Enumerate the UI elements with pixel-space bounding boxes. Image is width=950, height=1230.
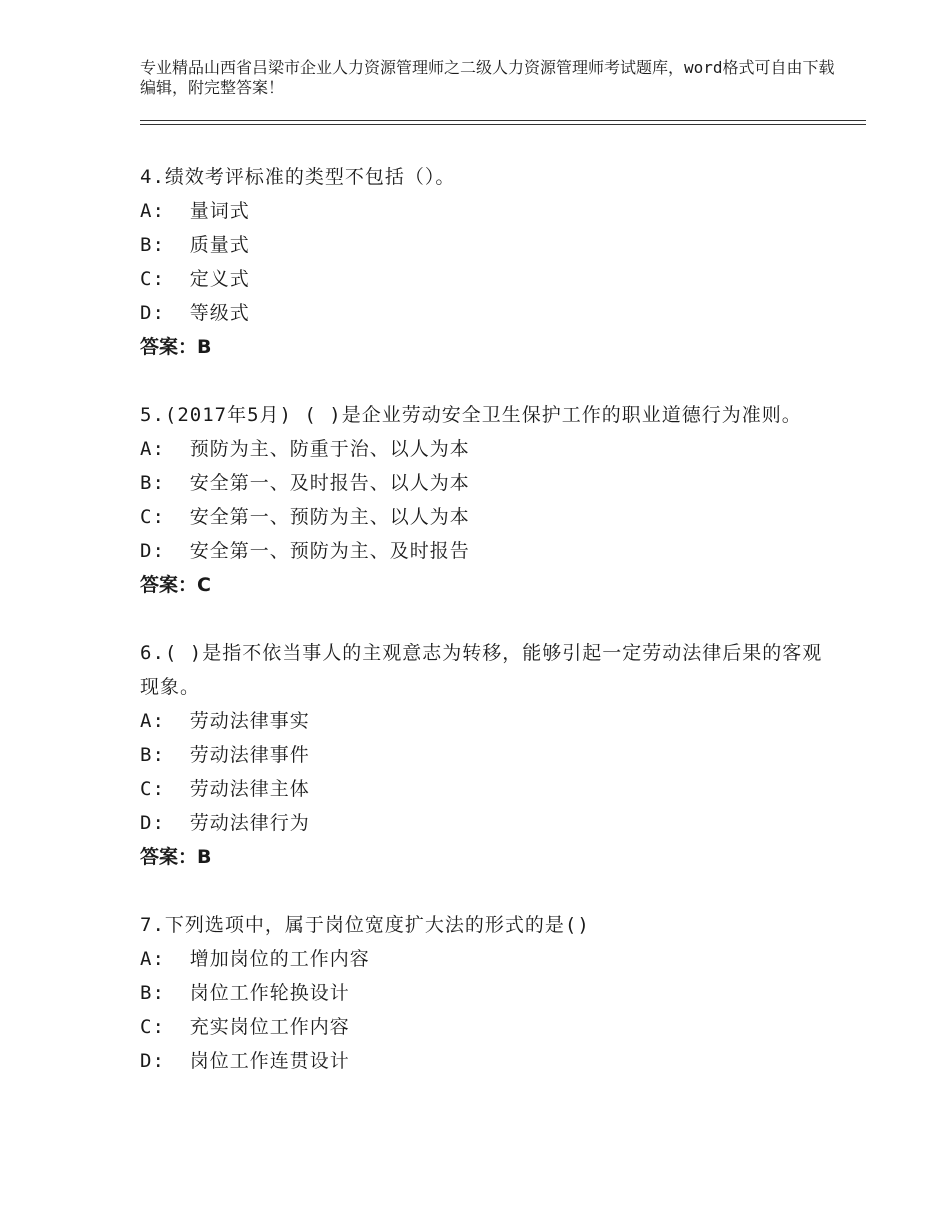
- option-a: A: 劳动法律事实: [140, 710, 310, 732]
- option-d: D: 劳动法律行为: [140, 812, 310, 834]
- option-c: C: 劳动法律主体: [140, 778, 310, 800]
- option-b: B: 安全第一、及时报告、以人为本: [140, 472, 470, 494]
- question-text: 5.(2017年5月) ( )是企业劳动安全卫生保护工作的职业道德行为准则。: [140, 404, 802, 426]
- question-text: 6.( )是指不依当事人的主观意志为转移，能够引起一定劳动法律后果的客观现象。: [140, 642, 823, 698]
- question-4: [140, 160, 830, 364]
- answer: 答案：B: [140, 846, 212, 868]
- option-a: A: 增加岗位的工作内容: [140, 948, 370, 970]
- header-divider-bottom: [140, 124, 866, 125]
- question-list: [140, 160, 830, 1112]
- option-b: B: 质量式: [140, 234, 250, 256]
- answer: 答案：C: [140, 574, 211, 596]
- answer: 答案：B: [140, 336, 212, 358]
- question-text: 4.绩效考评标准的类型不包括（）。: [140, 166, 456, 188]
- question-7: [140, 908, 830, 1078]
- document-header: 专业精品山西省吕梁市企业人力资源管理师之二级人力资源管理师考试题库，word格式可自由下载编辑，附完整答案！: [140, 58, 835, 97]
- option-d: D: 岗位工作连贯设计: [140, 1050, 350, 1072]
- option-d: D: 等级式: [140, 302, 250, 324]
- option-c: C: 安全第一、预防为主、以人为本: [140, 506, 470, 528]
- option-c: C: 充实岗位工作内容: [140, 1016, 350, 1038]
- option-b: B: 岗位工作轮换设计: [140, 982, 350, 1004]
- header-divider-top: [140, 120, 866, 121]
- option-d: D: 安全第一、预防为主、及时报告: [140, 540, 470, 562]
- option-b: B: 劳动法律事件: [140, 744, 310, 766]
- option-a: A: 量词式: [140, 200, 250, 222]
- question-5: [140, 398, 830, 602]
- question-6: [140, 636, 830, 874]
- option-c: C: 定义式: [140, 268, 250, 290]
- question-text: 7.下列选项中，属于岗位宽度扩大法的形式的是(): [140, 914, 590, 936]
- option-a: A: 预防为主、防重于治、以人为本: [140, 438, 470, 460]
